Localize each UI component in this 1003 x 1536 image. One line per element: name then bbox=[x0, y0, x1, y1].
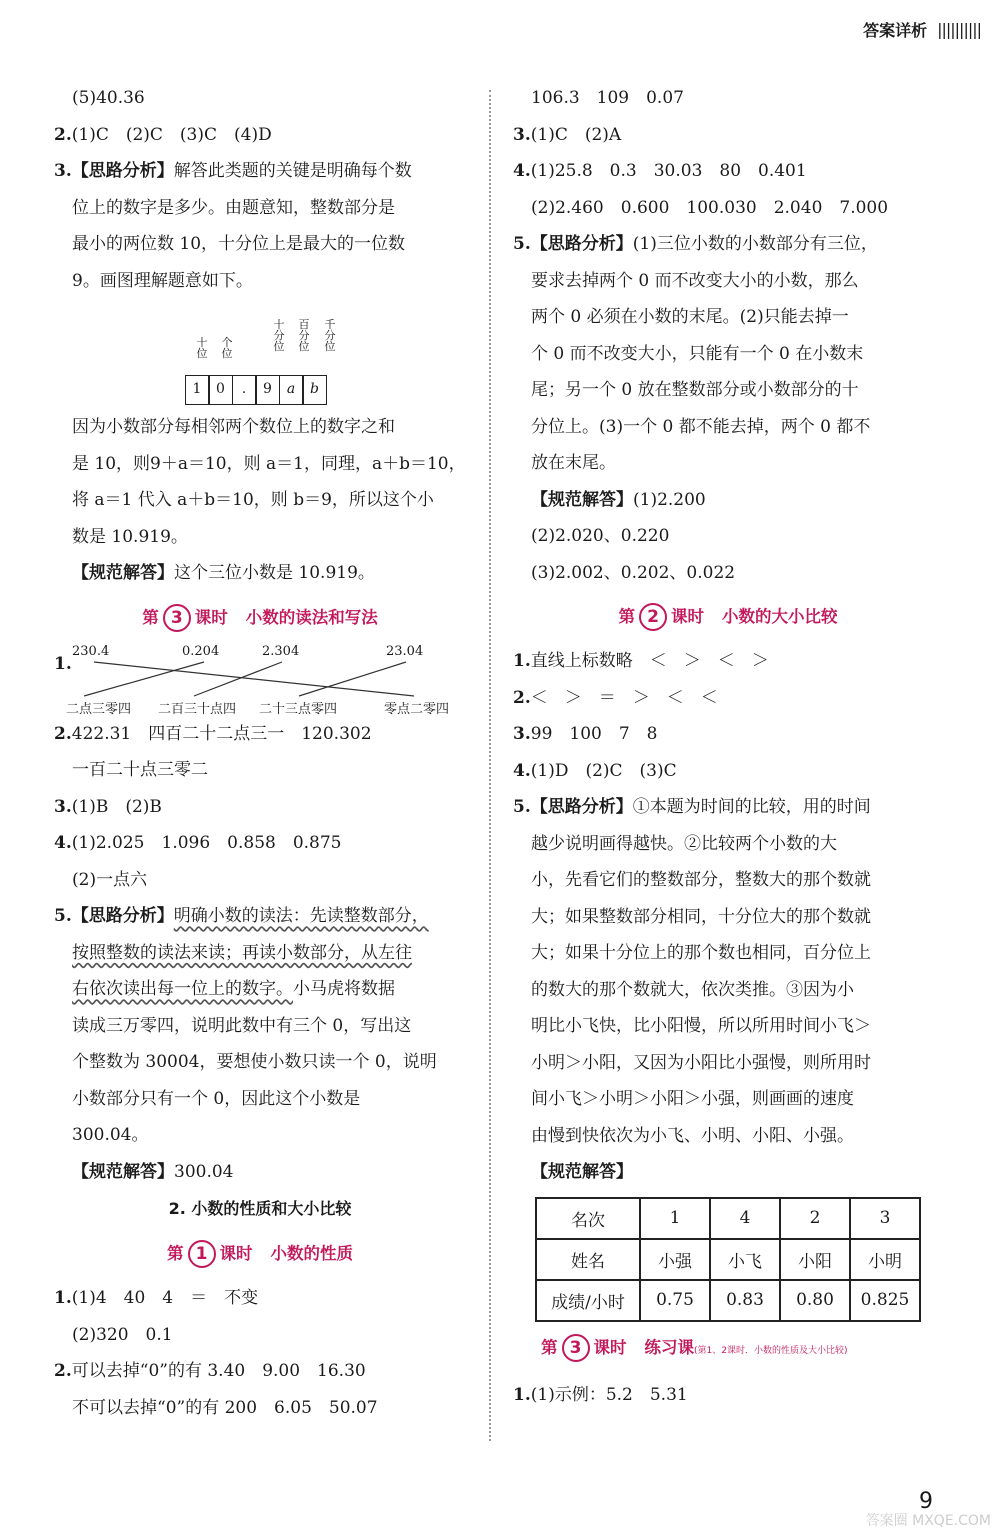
text-line: (2)2.020、0.220 bbox=[531, 526, 670, 546]
text-line: 这个三位小数是 10.919。 bbox=[174, 563, 375, 583]
table-cell: 姓名 bbox=[536, 1239, 640, 1280]
text-line: 不可以去掉“0”的有 200 6.05 50.07 bbox=[72, 1397, 378, 1418]
table-cell: 小强 bbox=[640, 1239, 710, 1280]
text-line: (1)2.025 1.096 0.858 0.875 bbox=[71, 833, 342, 853]
match-reading: 二十三点零四 bbox=[259, 701, 338, 717]
text-line: (3)2.002、0.202、0.022 bbox=[531, 562, 736, 583]
section-suffix: 课时 bbox=[219, 1244, 253, 1263]
digit-cell: . bbox=[232, 375, 257, 405]
question-number: 2. bbox=[54, 1361, 72, 1381]
section-prefix: 第 bbox=[142, 607, 159, 627]
matching-exercise bbox=[54, 644, 466, 716]
text-line: 300.04 bbox=[174, 1161, 234, 1182]
text-line: 两个 0 必须在小数的末尾。(2)只能去掉一 bbox=[531, 307, 849, 327]
question-number: 4. bbox=[513, 161, 531, 181]
text-line: 422.31 四百二十二点三一 120.302 bbox=[71, 723, 372, 744]
text-line: (1)25.8 0.3 30.03 80 0.401 bbox=[530, 161, 807, 181]
table-row bbox=[536, 1198, 920, 1239]
text-line: 越少说明画得越快。②比较两个小数的大 bbox=[531, 833, 837, 854]
table-cell: 0.80 bbox=[780, 1280, 850, 1321]
digit-cell: 1 bbox=[185, 375, 210, 405]
question-number: 5. bbox=[513, 234, 531, 254]
text-line: 明确小数的读法：先读整数部分， bbox=[173, 906, 429, 926]
section-suffix: 课时 bbox=[671, 607, 704, 626]
table-row bbox=[536, 1239, 920, 1280]
text-line: 按照整数的读法来读；再读小数部分，从左往 bbox=[72, 942, 412, 963]
text-line: 因为小数部分每相邻两个数位上的数字之和 bbox=[72, 417, 395, 437]
lesson-number: 3 bbox=[163, 604, 191, 632]
digit-cell: b bbox=[302, 375, 327, 405]
text-line: 将 a＝1 代入 a＋b＝10，则 b＝9，所以这个小 bbox=[72, 490, 434, 510]
answer-tag: 【规范解答】 bbox=[72, 563, 174, 583]
place-label: 十分位 bbox=[273, 318, 285, 353]
right-column bbox=[513, 80, 943, 1413]
page-header bbox=[863, 18, 981, 41]
match-reading: 二点三零四 bbox=[66, 701, 132, 717]
question-number: 2. bbox=[54, 124, 72, 145]
text-line: (1)D (2)C (3)C bbox=[530, 760, 677, 781]
text-line: (1)示例：5.2 5.31 bbox=[530, 1384, 688, 1405]
left-column bbox=[54, 80, 466, 1426]
analysis-tag: 【思路分析】 bbox=[71, 161, 174, 181]
text-line: 间小飞＞小明＞小阳＞小强，则画画的速度 bbox=[531, 1089, 854, 1109]
table-cell: 4 bbox=[710, 1198, 780, 1239]
section-heading bbox=[541, 1330, 943, 1369]
question-number: 1. bbox=[54, 653, 72, 674]
text-line: 要求去掉两个 0 而不改变大小的小数，那么 bbox=[531, 270, 859, 291]
analysis-tag: 【思路分析】 bbox=[71, 906, 174, 926]
question-number: 1. bbox=[513, 651, 531, 671]
table-cell: 1 bbox=[640, 1198, 710, 1239]
text-line: 小数部分只有一个 0，因此这个小数是 bbox=[72, 1088, 361, 1109]
question-number: 3. bbox=[513, 724, 531, 744]
chapter-heading: 2. 小数的性质和大小比较 bbox=[168, 1199, 352, 1218]
text-line: 位上的数字是多少。由题意知，整数部分是 bbox=[72, 197, 395, 218]
section-heading bbox=[513, 599, 943, 635]
place-label: 十位 bbox=[196, 336, 208, 360]
question-number: 3. bbox=[54, 161, 72, 181]
section-prefix: 第 bbox=[541, 1337, 558, 1357]
table-cell: 0.825 bbox=[850, 1280, 920, 1321]
section-heading bbox=[54, 1236, 466, 1272]
digit-cell: 9 bbox=[255, 375, 280, 405]
table-cell: 小飞 bbox=[710, 1239, 780, 1280]
answer-tag: 【规范解答】 bbox=[72, 1161, 174, 1182]
place-label: 个位 bbox=[221, 336, 233, 360]
match-reading: 二百三十点四 bbox=[158, 701, 237, 717]
text-line: (2)320 0.1 bbox=[72, 1324, 173, 1345]
section-note: (第1、2课时．小数的性质及大小比较) bbox=[694, 1345, 848, 1356]
place-label: 百分位 bbox=[298, 318, 310, 353]
text-line: 小明＞小阳，又因为小阳比小强慢，则所用时 bbox=[531, 1052, 871, 1073]
analysis-tag: 【思路分析】 bbox=[530, 234, 633, 254]
lesson-number: 1 bbox=[188, 1240, 216, 1268]
section-title: 练习课 bbox=[644, 1337, 694, 1357]
answer-tag: 【规范解答】 bbox=[531, 1162, 633, 1182]
section-prefix: 第 bbox=[618, 607, 635, 626]
text-line: 可以去掉“0”的有 3.40 9.00 16.30 bbox=[71, 1361, 366, 1381]
lesson-number: 3 bbox=[562, 1334, 590, 1362]
section-suffix: 课时 bbox=[194, 607, 228, 627]
text-line: 数是 10.919。 bbox=[72, 526, 188, 547]
header-title: 答案详析 bbox=[863, 21, 928, 40]
table-cell: 小明 bbox=[850, 1239, 920, 1280]
text-line: 106.3 109 0.07 bbox=[531, 88, 684, 108]
text-line: (5)40.36 bbox=[72, 88, 145, 108]
question-number: 1. bbox=[513, 1384, 531, 1405]
text-line: 分位上。(3)一个 0 都不能去掉，两个 0 都不 bbox=[531, 416, 871, 437]
text-line: (1)4 40 4 ＝ 不变 bbox=[71, 1288, 259, 1308]
table-cell: 成绩/小时 bbox=[536, 1280, 640, 1321]
text-line: 明比小飞快，比小阳慢，所以所用时间小飞＞ bbox=[531, 1016, 871, 1036]
text-line: 小，先看它们的整数部分，整数大的那个数就 bbox=[531, 870, 871, 890]
text-line: 右依次读出每一位上的数字。 bbox=[72, 979, 293, 999]
text-line: (1)B (2)B bbox=[71, 796, 162, 817]
text-line: 大；如果整数部分相同，十分位大的那个数就 bbox=[531, 906, 871, 927]
text-line: ＜ ＞ ＝ ＞ ＜ ＜ bbox=[530, 687, 718, 708]
question-number: 5. bbox=[54, 906, 72, 926]
text-line: 读成三万零四，说明此数中有三个 0，写出这 bbox=[72, 1015, 412, 1036]
text-line: 9。画图理解题意如下。 bbox=[72, 270, 253, 291]
text-line: 是 10，则9＋a＝10，则 a＝1，同理，a＋b＝10， bbox=[72, 453, 466, 474]
match-number: 0.204 bbox=[182, 643, 220, 659]
text-line: 300.04。 bbox=[72, 1125, 149, 1145]
text-line: 解答此类题的关键是明确每个数 bbox=[173, 161, 412, 181]
text-line: 最小的两位数 10，十分位上是最大的一位数 bbox=[72, 234, 406, 254]
table-cell: 2 bbox=[780, 1198, 850, 1239]
text-line: (1)三位小数的小数部分有三位， bbox=[632, 234, 878, 254]
match-reading: 零点二零四 bbox=[384, 701, 450, 717]
text-line: 由慢到快依次为小飞、小明、小阳、小强。 bbox=[531, 1125, 854, 1146]
section-suffix: 课时 bbox=[593, 1337, 627, 1357]
digit-boxes bbox=[186, 375, 327, 405]
question-number: 1. bbox=[54, 1288, 72, 1308]
text-line: 大；如果十分位上的那个数也相同，百分位上 bbox=[531, 943, 871, 963]
text-line: 放在末尾。 bbox=[531, 453, 616, 473]
text-line: 尾；另一个 0 放在整数部分或小数部分的十 bbox=[531, 380, 859, 400]
match-number: 23.04 bbox=[386, 643, 424, 659]
section-title: 小数的大小比较 bbox=[722, 607, 838, 626]
place-value-diagram bbox=[54, 299, 466, 409]
lesson-number: 2 bbox=[639, 603, 667, 631]
analysis-tag: 【思路分析】 bbox=[530, 797, 633, 817]
text-line: 直线上标数略 ＜ ＞ ＜ ＞ bbox=[530, 651, 769, 671]
table-cell: 名次 bbox=[536, 1198, 640, 1239]
question-number: 3. bbox=[513, 124, 531, 145]
section-title: 小数的读法和写法 bbox=[245, 607, 378, 627]
page-number: 9 bbox=[919, 1489, 933, 1514]
table-cell: 0.75 bbox=[640, 1280, 710, 1321]
question-number: 4. bbox=[513, 760, 531, 781]
question-number: 4. bbox=[54, 833, 72, 853]
question-number: 2. bbox=[513, 687, 531, 708]
watermark: 答案圈 MXQE.COM bbox=[865, 1513, 991, 1529]
question-number: 5. bbox=[513, 797, 531, 817]
table-cell: 小阳 bbox=[780, 1239, 850, 1280]
text-line: (2)2.460 0.600 100.030 2.040 7.000 bbox=[531, 197, 889, 218]
place-label: 千分位 bbox=[324, 318, 336, 353]
text-line: (1)C (2)A bbox=[530, 124, 622, 145]
header-bars: |||||||||| bbox=[937, 20, 981, 39]
match-number: 2.304 bbox=[262, 643, 300, 659]
text-line: 99 100 7 8 bbox=[530, 724, 658, 744]
section-heading bbox=[54, 600, 466, 636]
match-number: 230.4 bbox=[72, 643, 110, 659]
text-line: (1)2.200 bbox=[633, 489, 706, 510]
digit-cell: a bbox=[279, 375, 304, 405]
table-cell: 0.83 bbox=[710, 1280, 780, 1321]
table-cell: 3 bbox=[850, 1198, 920, 1239]
text-line: 一百二十点三零二 bbox=[72, 760, 208, 780]
section-title: 小数的性质 bbox=[270, 1244, 353, 1263]
text-line: 个 0 而不改变大小，只能有一个 0 在小数末 bbox=[531, 343, 864, 364]
question-number: 3. bbox=[54, 796, 72, 817]
ranking-table bbox=[535, 1197, 921, 1322]
text-line: 小马虎将数据 bbox=[293, 979, 395, 999]
text-line: ①本题为时间的比较，用的时间 bbox=[632, 797, 871, 817]
section-prefix: 第 bbox=[167, 1244, 184, 1263]
text-line: (1)C (2)C (3)C (4)D bbox=[71, 124, 272, 145]
digit-cell: 0 bbox=[208, 375, 233, 405]
table-row bbox=[536, 1280, 920, 1321]
answer-tag: 【规范解答】 bbox=[531, 489, 633, 510]
question-number: 2. bbox=[54, 723, 72, 744]
text-line: 的数大的那个数就大，依次类推。③因为小 bbox=[531, 979, 854, 1000]
text-line: (2)一点六 bbox=[72, 869, 148, 890]
text-line: 个整数为 30004，要想使小数只读一个 0，说明 bbox=[72, 1052, 437, 1072]
column-divider bbox=[489, 90, 491, 1441]
